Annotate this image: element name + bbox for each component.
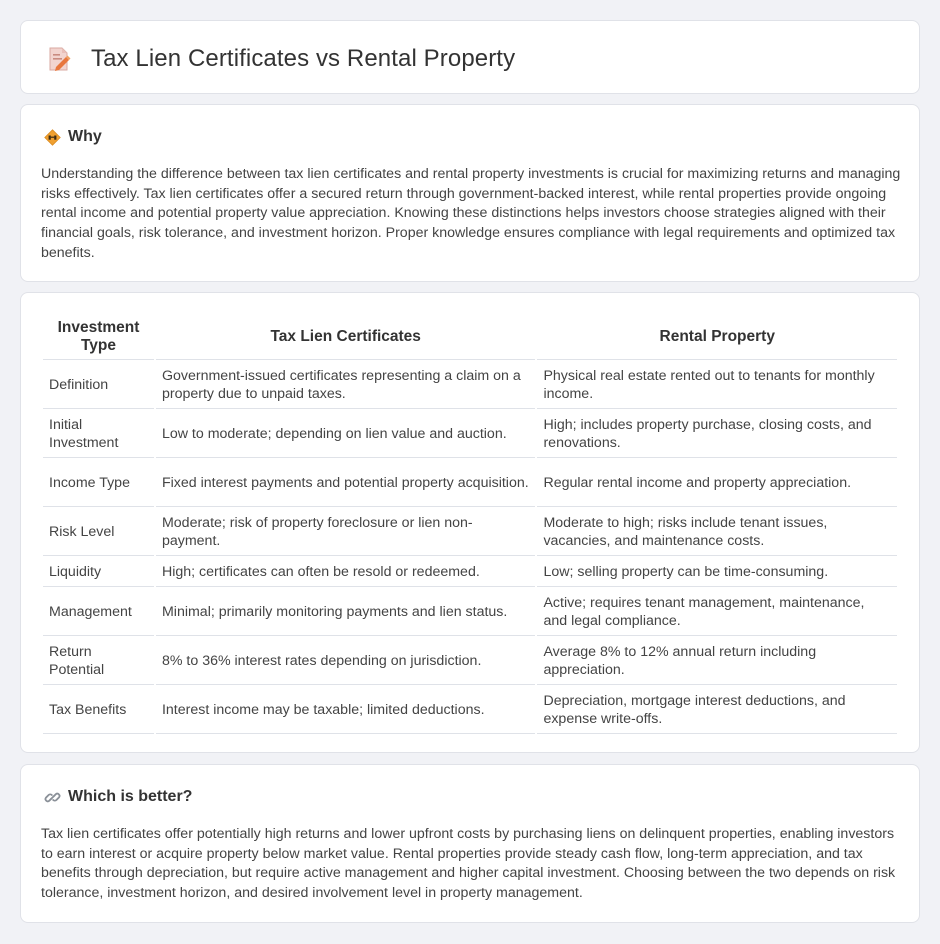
row-label: Management — [43, 589, 154, 636]
row-label: Return Potential — [43, 638, 154, 685]
rental-cell: Physical real estate rented out to tenants for monthly income. — [537, 362, 897, 409]
diamond-warning-icon — [43, 128, 61, 146]
tax-lien-cell: Moderate; risk of property foreclosure or lien non-payment. — [156, 509, 535, 556]
tax-lien-cell: Fixed interest payments and potential property acquisition. — [156, 460, 535, 507]
document-edit-icon — [47, 46, 71, 72]
which-is-better-section — [20, 764, 920, 923]
table-row — [43, 589, 897, 636]
table-header-row — [43, 315, 897, 360]
tax-lien-cell: Low to moderate; depending on lien value and auction. — [156, 411, 535, 458]
table-row — [43, 558, 897, 587]
link-icon — [43, 788, 61, 806]
title-card — [20, 20, 920, 94]
rental-cell: High; includes property purchase, closing costs, and renovations. — [537, 411, 897, 458]
header-rental-property: Rental Property — [537, 315, 897, 360]
why-heading — [43, 128, 102, 146]
row-label: Liquidity — [43, 558, 154, 587]
table-row — [43, 687, 897, 734]
row-label: Tax Benefits — [43, 687, 154, 734]
better-paragraph: Tax lien certificates offer potentially high returns and lower upfront costs by purchasing liens on delinquent properties, enabling investors to earn interest or acquire property below market value. Rental properties provide steady cash flow, long-term appreciation, and tax benefits through depreciation, but require active management and higher capital investment. Choosing between the two depends on risk tolerance, investment horizon, and desired involvement level in property management. — [41, 826, 896, 902]
better-title: Which is better? — [68, 788, 193, 805]
comparison-table-card — [20, 292, 920, 753]
table-row — [43, 638, 897, 685]
tax-lien-cell: Interest income may be taxable; limited deductions. — [156, 687, 535, 734]
comparison-table — [41, 313, 899, 736]
table-row — [43, 362, 897, 409]
tax-lien-cell: Minimal; primarily monitoring payments and lien status. — [156, 589, 535, 636]
row-label: Risk Level — [43, 509, 154, 556]
header-tax-lien: Tax Lien Certificates — [156, 315, 535, 360]
table-row — [43, 460, 897, 507]
rental-cell: Moderate to high; risks include tenant issues, vacancies, and maintenance costs. — [537, 509, 897, 556]
why-paragraph: Understanding the difference between tax lien certificates and rental property investments is crucial for maximizing returns and managing risks effectively. Tax lien certificates offer a secured return through government-backed interest, while rental properties provide ongoing rental income and potential property value appreciation. Knowing these distinctions helps investors choose strategies aligned with their financial goals, risk tolerance, and investment horizon. Proper knowledge ensures compliance with legal requirements and optimized tax benefits. — [41, 166, 901, 261]
rental-cell: Regular rental income and property appreciation. — [537, 460, 897, 507]
header-investment-type: Investment Type — [43, 315, 154, 360]
row-label: Income Type — [43, 460, 154, 507]
rental-cell: Average 8% to 12% annual return including appreciation. — [537, 638, 897, 685]
tax-lien-cell: High; certificates can often be resold or redeemed. — [156, 558, 535, 587]
rental-cell: Low; selling property can be time-consuming. — [537, 558, 897, 587]
rental-cell: Depreciation, mortgage interest deductions, and expense write-offs. — [537, 687, 897, 734]
why-section — [20, 104, 920, 282]
table-row — [43, 509, 897, 556]
table-row — [43, 411, 897, 458]
tax-lien-cell: Government-issued certificates representing a claim on a property due to unpaid taxes. — [156, 362, 535, 409]
tax-lien-cell: 8% to 36% interest rates depending on jurisdiction. — [156, 638, 535, 685]
rental-cell: Active; requires tenant management, maintenance, and legal compliance. — [537, 589, 897, 636]
page-title: Tax Lien Certificates vs Rental Property — [91, 45, 516, 72]
better-heading — [43, 788, 192, 806]
title-row — [47, 45, 515, 73]
row-label: Initial Investment — [43, 411, 154, 458]
row-label: Definition — [43, 362, 154, 409]
why-title: Why — [68, 128, 102, 145]
